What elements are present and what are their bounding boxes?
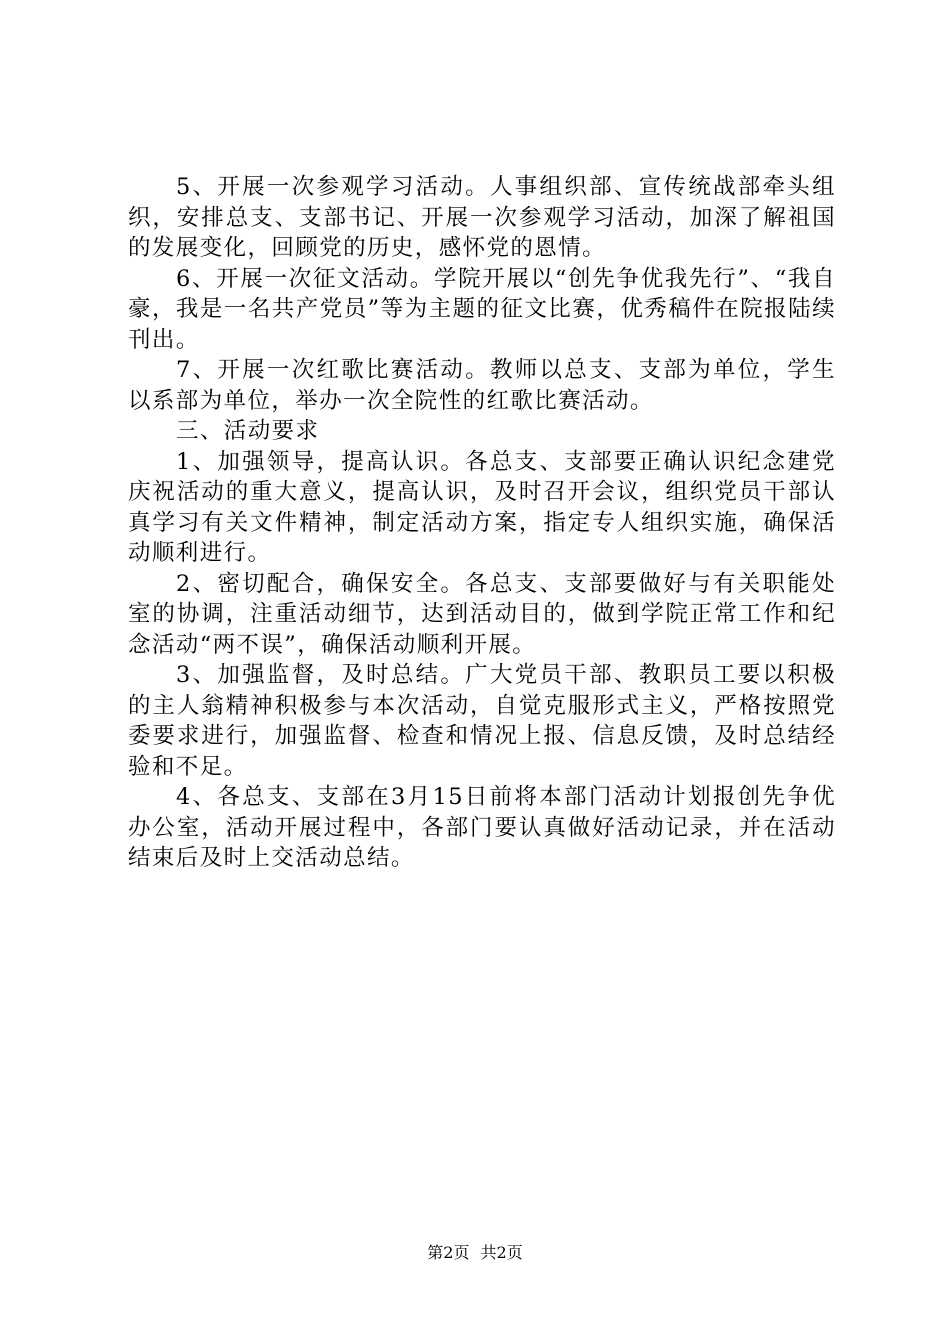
total-pages-label: 共2页 [480,1243,523,1262]
paragraph-item-6: 6、开展一次征文活动。学院开展以“创先争优我先行”、“我自豪，我是一名共产党员”等为主题的征文比赛，优秀稿件在院报陆续刊出。 [128,265,836,353]
paragraph-item-5: 5、开展一次参观学习活动。人事组织部、宣传统战部牵头组织，安排总支、支部书记、开展一次参观学习活动，加深了解祖国的发展变化，回顾党的历史，感怀党的恩情。 [128,174,836,261]
paragraph-item-7: 7、开展一次红歌比赛活动。教师以总支、支部为单位，学生以系部为单位，举办一次全院性的红歌比赛活动。 [128,357,836,414]
document-body [128,172,836,874]
page-footer [0,1243,950,1263]
requirement-item-1: 1、加强领导，提高认识。各总支、支部要正确认识纪念建党庆祝活动的重大意义，提高认识，及时召开会议，组织党员干部认真学习有关文件精神，制定活动方案，指定专人组织实施，确保活动顺利进行。 [128,448,836,566]
current-page-label: 第2页 [427,1243,470,1262]
section-heading: 三、活动要求 [176,418,320,444]
requirement-item-4: 4、各总支、支部在3月15日前将本部门活动计划报创先争优办公室，活动开展过程中，各部门要认真做好活动记录，并在活动结束后及时上交活动总结。 [128,784,836,871]
requirement-item-2: 2、密切配合，确保安全。各总支、支部要做好与有关职能处室的协调，注重活动细节，达到活动目的，做到学院正常工作和纪念活动“两不误”，确保活动顺利开展。 [128,570,836,658]
requirement-item-3: 3、加强监督，及时总结。广大党员干部、教职员工要以积极的主人翁精神积极参与本次活动，自觉克服形式主义，严格按照党委要求进行，加强监督、检查和情况上报、信息反馈，及时总结经验和不足。 [128,662,836,780]
